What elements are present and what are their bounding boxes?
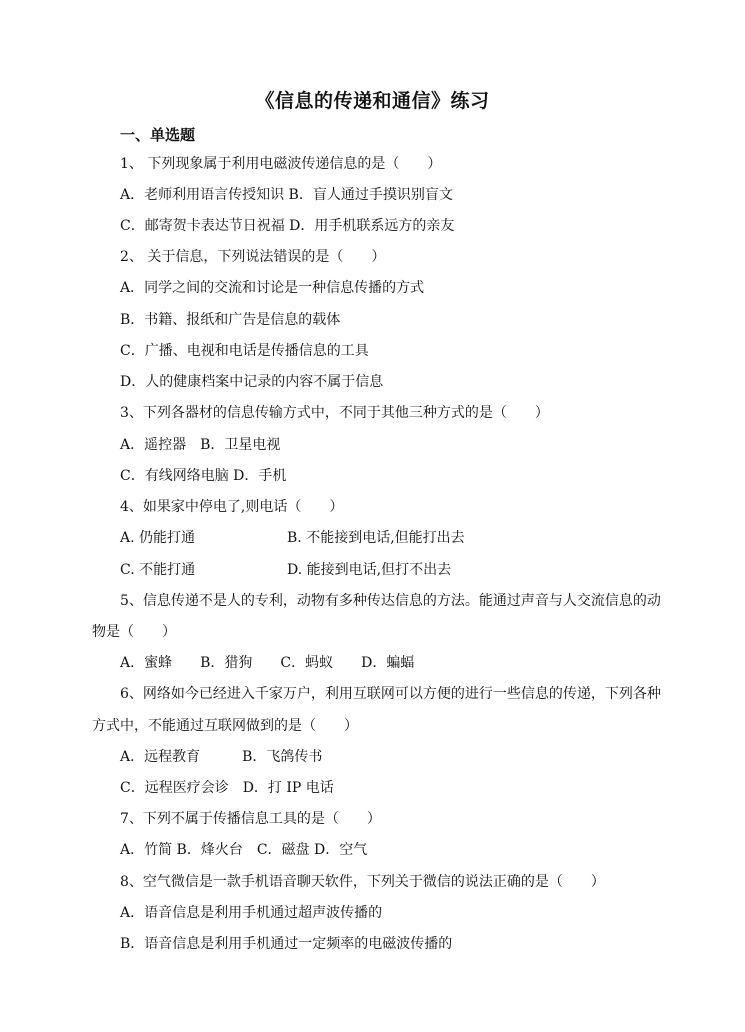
question-5: 5、信息传递不是人的专利，动物有多种传达信息的方法。能通过声音与人交流信息的动 [120, 593, 661, 609]
question-6: 6、网络如今已经进入千家万户，利用互联网可以方便的进行一些信息的传递，下列各种 [120, 686, 661, 702]
question-8-option-a: A．语音信息是利用手机通过超声波传播的 [120, 905, 383, 921]
question-4-option-d: D. 能接到电话,但打不出去 [287, 562, 452, 578]
question-2: 2、 关于信息，下列说法错误的是（ ） [120, 249, 386, 265]
question-8-option-b: B．语音信息是利用手机通过一定频率的电磁波传播的 [120, 936, 453, 952]
question-8: 8、空气微信是一款手机语音聊天软件，下列关于微信的说法正确的是（ ） [120, 874, 605, 890]
question-2-option-d: D．人的健康档案中记录的内容不属于信息 [120, 374, 384, 390]
question-6-options-cd: C．远程医疗会诊 D．打 IP 电话 [120, 780, 334, 796]
question-3: 3、下列各器材的信息传输方式中，不同于其他三种方式的是（ ） [120, 405, 549, 421]
question-2-option-b: B．书籍、报纸和广告是信息的载体 [120, 312, 341, 328]
question-5-continued: 物是（ ） [92, 624, 176, 640]
question-4-option-a: A. 仍能打通 [120, 530, 196, 546]
question-3-options-ab: A．遥控器 B．卫星电视 [120, 437, 281, 453]
question-7: 7、下列不属于传播信息工具的是（ ） [120, 811, 381, 827]
question-7-options: A．竹简 B．烽火台 C．磁盘 D．空气 [120, 842, 368, 858]
question-6-options-ab: A．远程教育 B．飞鸽传书 [120, 749, 323, 765]
question-1: 1、 下列现象属于利用电磁波传递信息的是（ ） [120, 156, 442, 172]
section-heading: 一、单选题 [120, 126, 196, 144]
question-2-option-a: A．同学之间的交流和讨论是一种信息传播的方式 [120, 280, 425, 296]
question-4: 4、如果家中停电了,则电话（ ） [120, 499, 344, 515]
question-3-options-cd: C．有线网络电脑 D．手机 [120, 468, 287, 484]
question-4-option-c: C. 不能打通 [120, 562, 196, 578]
question-2-option-c: C．广播、电视和电话是传播信息的工具 [120, 343, 369, 359]
question-4-option-b: B. 不能接到电话,但能打出去 [287, 530, 465, 546]
question-1-options-ab: A．老师利用语言传授知识 B．盲人通过手摸识别盲文 [120, 187, 453, 203]
question-1-options-cd: C．邮寄贺卡表达节日祝福 D．用手机联系远方的亲友 [120, 218, 455, 234]
question-5-options: A．蜜蜂 B．猎狗 C．蚂蚁 D．蝙蝠 [120, 655, 415, 671]
document-title: 《信息的传递和通信》练习 [255, 90, 490, 112]
question-6-continued: 方式中，不能通过互联网做到的是（ ） [92, 718, 358, 734]
